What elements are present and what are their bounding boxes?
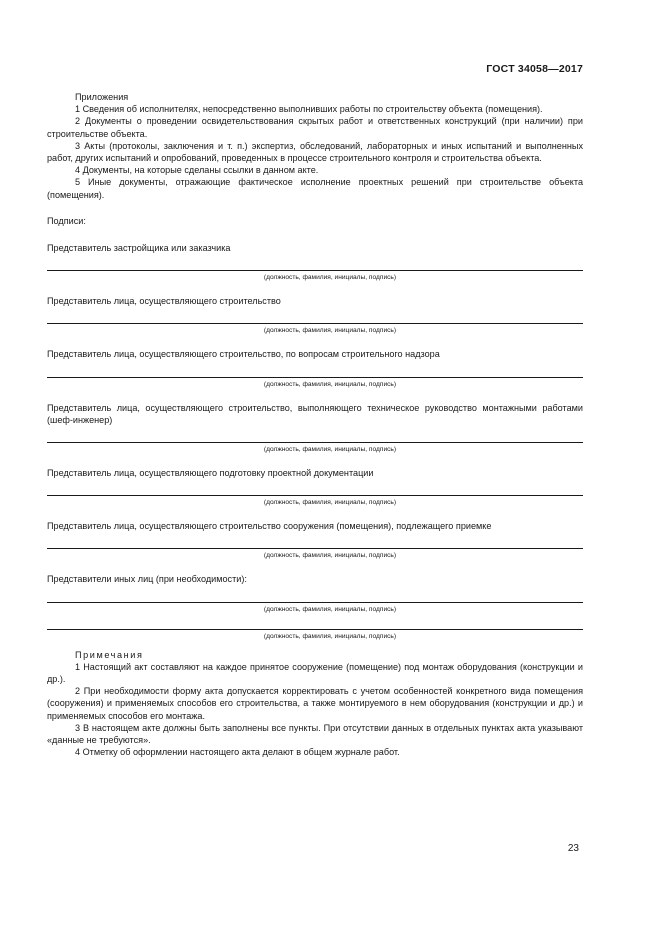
representative-label: Представитель лица, осуществляющего строительство, выполняющего техническое руководство монтажными работами (шеф-инженер) [47,402,583,425]
signature-block [47,573,583,640]
signature-caption: (должность, фамилия, инициалы, подпись) [263,274,397,282]
attachment-item: 2 Документы о проведении освидетельствования скрытых работ и ответственных конструкций (при наличии) при строительстве объекта. [47,116,583,139]
attachments-title: Приложения [75,92,129,102]
signature-caption: (должность, фамилия, инициалы, подпись) [263,327,397,335]
representative-label: Представитель лица, осуществляющего подготовку проектной документации [47,468,374,479]
signature-line[interactable] [47,307,583,324]
signature-line[interactable] [47,426,583,443]
signature-block [47,520,583,560]
signature-block [47,467,583,507]
signature-caption: (должность, фамилия, инициалы, подпись) [263,632,397,640]
signature-caption: (должность, фамилия, инициалы, подпись) [263,605,397,613]
document-code: ГОСТ 34058—2017 [486,63,583,75]
note-item: 3 В настоящем акте должны быть заполнены все пункты. При отсутствии данных в отдельных пунктах акта указывают «данные не требуются». [47,722,583,746]
signature-line[interactable] [47,254,583,271]
signature-block [47,295,583,335]
signature-caption: (должность, фамилия, инициалы, подпись) [263,552,397,560]
representative-label: Представители иных лиц (при необходимости): [47,574,247,585]
representative-label: Представитель лица, осуществляющего строительство сооружения (помещения), подлежащего приемке [47,521,492,532]
signature-block [47,402,583,454]
page-content [47,91,583,758]
signature-line[interactable] [47,479,583,496]
signature-block [47,348,583,388]
representative-label: Представитель застройщика или заказчика [47,243,231,254]
signature-line[interactable] [47,532,583,549]
note-item: 4 Отметку об оформлении настоящего акта делают в общем журнале работ. [75,747,400,758]
signature-line[interactable] [47,586,583,603]
signature-block [47,242,583,282]
attachment-item: 1 Сведения об исполнителях, непосредственно выполнивших работы по строительству объекта (помещения). [75,104,543,115]
attachment-item: 5 Иные документы, отражающие фактическое исполнение проектных решений при строительстве объекта (помещения). [47,177,583,200]
signature-line[interactable] [47,361,583,378]
note-item: 1 Настоящий акт составляют на каждое принятое сооружение (помещение) под монтаж оборудования (конструкции и др.). [47,661,583,685]
signature-caption: (должность, фамилия, инициалы, подпись) [263,380,397,388]
signatures-title: Подписи: [47,215,86,226]
attachment-item: 4 Документы, на которые сделаны ссылки в данном акте. [75,165,319,176]
signature-caption: (должность, фамилия, инициалы, подпись) [263,446,397,454]
note-item: 2 При необходимости форму акта допускается корректировать с учетом особенностей конкретного вида помещения (сооружения) и применяемых способов его строительства, а также монтируемого в нем оборудования (конструкции и др.) и применяемых способов его монтажа. [47,686,583,721]
attachment-item: 3 Акты (протоколы, заключения и т. п.) экспертиз, обследований, лабораторных и иных испытаний и выполненных работ, других испытаний и опробований, проведенных в процессе строительного контроля и строительства объекта. [47,140,583,164]
signature-caption: (должность, фамилия, инициалы, подпись) [263,499,397,507]
signature-line[interactable] [47,614,583,630]
representative-label: Представитель лица, осуществляющего строительство, по вопросам строительного надзора [47,349,440,360]
page-number: 23 [567,843,579,854]
notes-title: Примечания [75,649,144,660]
representative-label: Представитель лица, осуществляющего строительство [47,296,281,307]
